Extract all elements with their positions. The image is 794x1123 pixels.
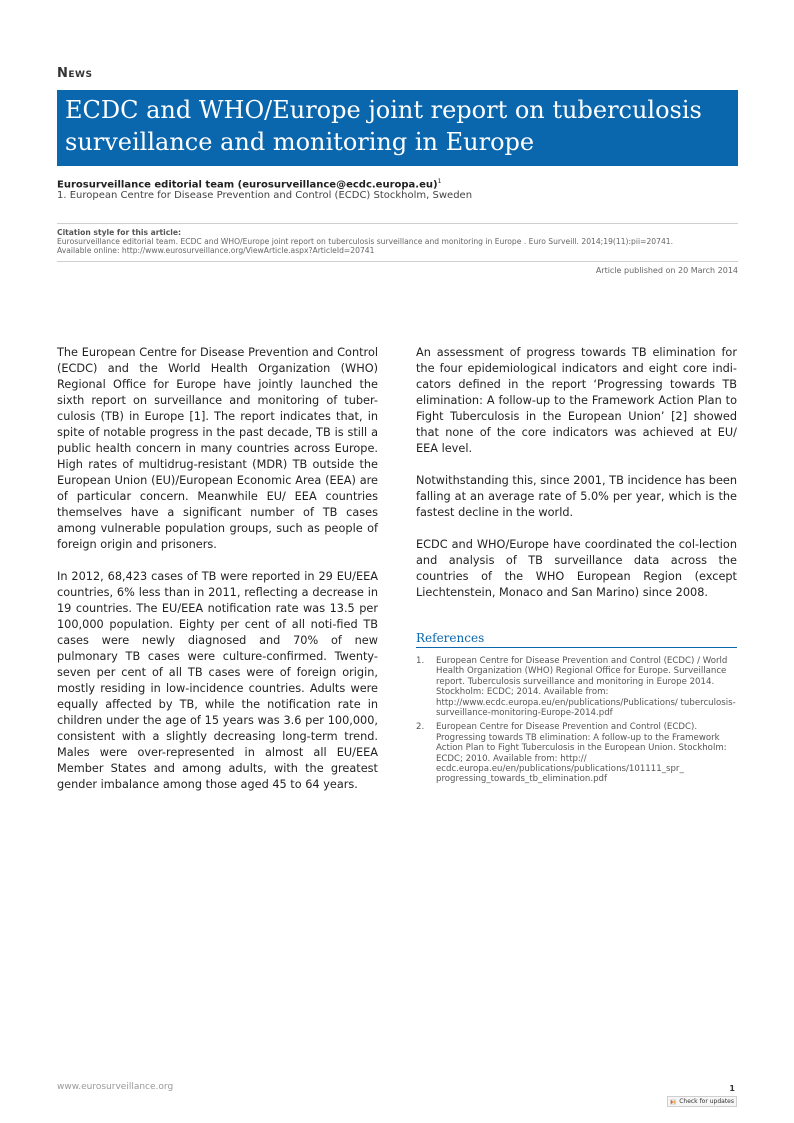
author-line [57, 178, 441, 190]
body-paragraph: The European Centre for Disease Prevention and Control (ECDC) and the World Health Organization (WHO) Regional Office for Europe have jointly launched the sixth report on surveillance and monitoring of tuber-culosis (TB) in Europe [1]. The report indicates that, in spite of notable progress in the past decade, TB is still a public health concern in many countries across Europe. High rates of multidrug-resistant (MDR) TB outside the European Union (EU)/European Economic Area (EEA) are of particular concern. Meanwhile EU/ EEA countries themselves have a significant number of TB cases among vulnerable population groups, such as people of foreign origin and prisoners. [57, 346, 378, 551]
page-number: 1 [729, 1084, 735, 1093]
body-paragraph: Notwithstanding this, since 2001, TB incidence has been falling at an average rate of 5.0% per year, which is the fastest decline in the world. [416, 474, 737, 519]
check-for-updates-button[interactable] [667, 1096, 737, 1107]
body-paragraph: ECDC and WHO/Europe have coordinated the col-lection and analysis of TB surveillance data across the countries of the WHO European Region (except Liechtenstein, Monaco and San Marino) since 2008. [416, 538, 737, 599]
citation-heading: Citation style for this article: [57, 228, 182, 237]
body-paragraph: In 2012, 68,423 cases of TB were reported in 29 EU/EEA countries, 6% less than in 2011, reflecting a decrease in 19 countries. The EU/EEA notification rate was 13.5 per 100,000 population. Eighty per cent of all noti-fied TB cases were newly diagnosed and 70% of new pulmonary TB cases were culture-confirmed. Twenty-seven per cent of all TB cases were of foreign origin, mostly residing in low-incidence countries. Adults were equally affected by TB, while the notification rate in children under the age of 15 years was 3.6 per 100,000, consistent with a slightly decreasing long-term trend. Males were over-represented in almost all EU/EEA Member States and among adults, with the greatest gender imbalance among those aged 45 to 64 years. [57, 570, 378, 791]
citation-text: Eurosurveillance editorial team. ECDC and WHO/Europe joint report on tuberculosis surveillance and monitoring in Europe . Euro Surveill. 2014;19(11):pii=20741. [57, 237, 674, 246]
citation-url[interactable]: Available online: http://www.eurosurveillance.org/ViewArticle.aspx?ArticleId=20741 [57, 246, 375, 255]
reference-item [416, 656, 737, 718]
section-label: News [57, 66, 93, 81]
references-section [416, 631, 737, 789]
footer-website-link[interactable]: www.eurosurveillance.org [57, 1082, 174, 1092]
publication-date: Article published on 20 March 2014 [595, 266, 738, 275]
crossmark-icon [670, 1098, 676, 1106]
article-title-line1: ECDC and WHO/Europe joint report on tuberculosis [65, 96, 702, 124]
citation-block [57, 228, 738, 255]
author-affiliation-mark: 1 [437, 178, 442, 185]
affiliation: 1. European Centre for Disease Prevention and Control (ECDC) Stockholm, Sweden [57, 190, 473, 201]
divider-top [57, 223, 738, 224]
body-paragraph: An assessment of progress towards TB elimination for the four epidemiological indicators and eight core indi-cators defined in the report ‘Progressing towards TB elimination: A follow-up to the Framework Action Plan to Fight Tuberculosis in the European Union’ [2] showed that none of the core indicators was achieved at EU/ EEA level. [416, 346, 737, 455]
reference-text[interactable]: European Centre for Disease Prevention and Control (ECDC) / World Health Organization (WHO) Regional Office for Europe. Surveillance report. Tuberculosis surveillance and monitoring in Europe 2014. Stockholm: ECDC; 2014. Available from: http://www.ecdc.europa.eu/en/publications/Publications/ tuberculosis-surveillance-monitoring-Europe-2014.pdf [436, 656, 736, 719]
article-title-line2: surveillance and monitoring in Europe [65, 128, 535, 156]
author-name[interactable]: Eurosurveillance editorial team (eurosurveillance@ecdc.europa.eu) [57, 179, 438, 191]
references-list [416, 656, 737, 785]
check-for-updates-label: Check for updates [679, 1098, 734, 1105]
title-banner [57, 90, 738, 166]
references-heading: References [416, 631, 737, 648]
divider-bottom [57, 261, 738, 262]
reference-item [416, 722, 737, 784]
reference-number: 1. [416, 656, 425, 666]
reference-number: 2. [416, 722, 425, 733]
article-title [65, 94, 730, 158]
body-column-left [57, 345, 378, 809]
body-column-right [416, 345, 737, 617]
reference-text[interactable]: European Centre for Disease Prevention and Control (ECDC). Progressing towards TB elimination: A follow-up to the Framework Action Plan to Fight Tuberculosis in the European Union. Stockholm: ECDC; 2010. Available from: http:// ecdc.europa.eu/en/publications/publications/101111_spr_ progressing_towards_tb_elimination.pdf [436, 722, 727, 785]
